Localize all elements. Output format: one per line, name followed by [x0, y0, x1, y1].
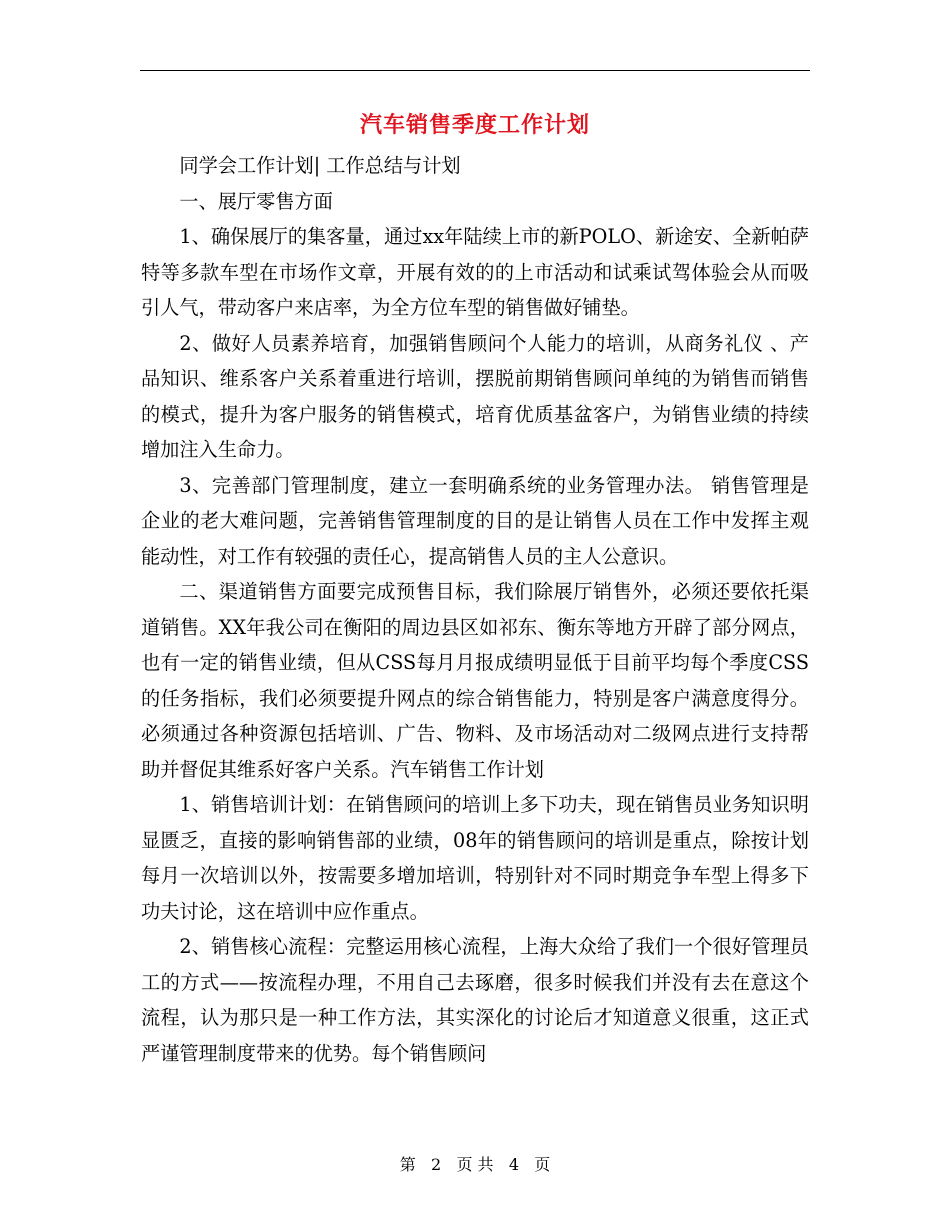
footer-prefix: 第	[399, 1155, 416, 1174]
paragraph-heading-showroom: 一、展厅零售方面	[179, 189, 333, 213]
document-title: 汽车销售季度工作计划	[359, 112, 590, 138]
paragraph-item-3: 3、完善部门管理制度，建立一套明确系统的业务管理办法。 销售管理是企业的老大难问题，完善销售管理制度的目的是让销售人员在工作中发挥主观能动性，对工作有较强的责任心，提高销售人员的主人公意识。	[141, 473, 809, 568]
paragraph-item-1: 1、确保展厅的集客量，通过xx年陆续上市的新POLO、新途安、全新帕萨特等多款车型在市场作文章，开展有效的的上市活动和试乘试驾体验会从而吸引人气，带动客户来店率，为全方位车型的销售做好铺垫。	[141, 225, 809, 319]
page-footer	[0, 1153, 950, 1177]
paragraph-subtitle: 同学会工作计划| 工作总结与计划	[179, 154, 461, 177]
paragraph-item-2: 2、做好人员素养培育，加强销售顾问个人能力的培训，从商务礼仪 、产品知识、维系客户关系着重进行培训，摆脱前期销售顾问单纯的为销售而销售的模式，提升为客户服务的销售模式，培育优质基盆客户，为销售业绩的持续增加注入生命力。	[141, 331, 809, 461]
paragraph-channel-sales: 二、渠道销售方面要完成预售目标，我们除展厅销售外，必须还要依托渠道销售。XX年我公司在衡阳的周边县区如祁东、衡东等地方开辟了部分网点，也有一定的销售业绩，但从CSS每月月报成绩明显低于目前平均每个季度CSS的任务指标，我们必须要提升网点的综合销售能力，特别是客户满意度得分。必须通过各种资源包括培训、广告、物料、及市场活动对二级网点进行支持帮助并督促其维系好客户关系。汽车销售工作计划	[141, 580, 809, 781]
footer-middle: 页 共	[456, 1155, 494, 1174]
paragraph-core-process: 2、销售核心流程：完整运用核心流程，上海大众给了我们一个很好管理员工的方式——按流程办理，不用自己去琢磨，很多时候我们并没有去在意这个流程，认为那只是一种工作方法，其实深化的讨论后才知道意义很重，这正式严谨管理制度带来的优势。每个销售顾问	[141, 935, 809, 1065]
document-body	[141, 148, 809, 1071]
header-rule	[140, 70, 810, 71]
footer-page-total: 4	[508, 1155, 520, 1174]
paragraph-training-plan: 1、销售培训计划：在销售顾问的培训上多下功夫，现在销售员业务知识明显匮乏，直接的影响销售部的业绩，08年的销售顾问的培训是重点，除按计划每月一次培训以外，按需要多增加培训，特别针对不同时期竞争车型上得多下功夫讨论，这在培训中应作重点。	[141, 793, 809, 923]
footer-suffix: 页	[534, 1155, 551, 1174]
footer-page-current: 2	[430, 1155, 442, 1174]
